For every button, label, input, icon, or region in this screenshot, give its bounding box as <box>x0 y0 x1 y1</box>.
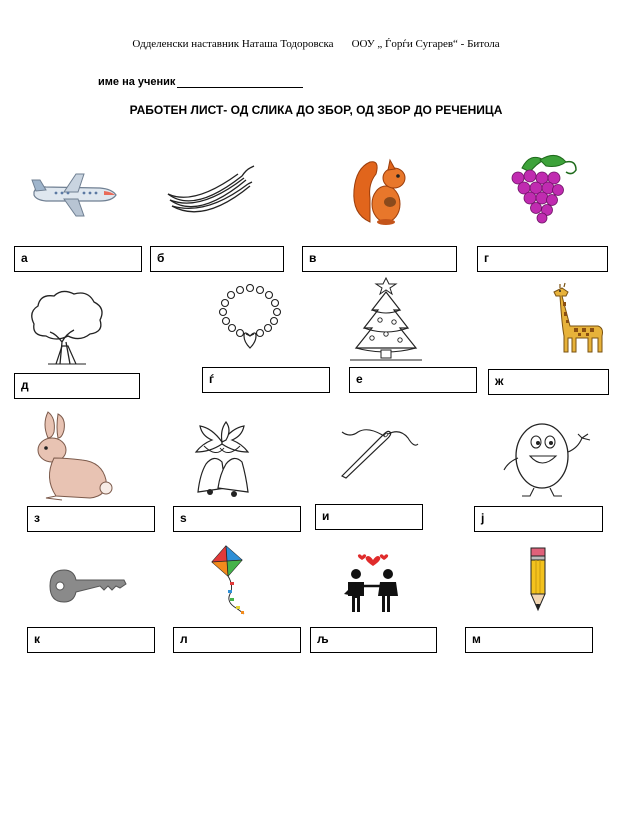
answer-letter: s <box>180 511 187 525</box>
pencil-icon <box>526 546 552 612</box>
love-couple-icon <box>338 548 408 614</box>
bells-icon <box>182 418 262 500</box>
answer-box-4[interactable] <box>477 246 608 272</box>
answer-box-12[interactable] <box>474 506 603 532</box>
squirrel-icon <box>350 154 412 226</box>
answer-box-6[interactable] <box>202 367 330 393</box>
answer-box-13[interactable] <box>27 627 155 653</box>
banana-icon <box>164 164 256 216</box>
necklace-icon <box>216 284 284 354</box>
worksheet-title: РАБОТЕН ЛИСТ- ОД СЛИКА ДО ЗБОР, ОД ЗБОР ДО РЕЧЕНИЦА <box>129 103 503 117</box>
answer-letter: е <box>356 372 363 386</box>
answer-box-9[interactable] <box>27 506 155 532</box>
teacher-name: Одделенски наставник Наташа Тодоровска <box>132 38 334 50</box>
student-name-field[interactable] <box>177 76 303 88</box>
answer-letter: м <box>472 632 481 646</box>
tree-icon <box>26 290 106 366</box>
answer-box-8[interactable] <box>488 369 609 395</box>
answer-letter: љ <box>317 632 329 646</box>
egg-icon <box>498 412 596 498</box>
answer-letter: б <box>157 251 165 265</box>
answer-box-3[interactable] <box>302 246 457 272</box>
school-name: ООУ „ Ѓорѓи Сугарев“ - Битола <box>351 38 500 50</box>
answer-letter: г <box>484 251 489 265</box>
student-name-row <box>98 76 303 88</box>
answer-box-10[interactable] <box>173 506 301 532</box>
answer-box-2[interactable] <box>150 246 284 272</box>
kite-icon <box>208 544 258 616</box>
answer-box-7[interactable] <box>349 367 477 393</box>
answer-letter: в <box>309 251 317 265</box>
giraffe-icon <box>548 282 610 354</box>
christmas-tree-icon <box>346 276 426 362</box>
answer-box-14[interactable] <box>173 627 301 653</box>
airplane-icon <box>26 170 118 218</box>
answer-letter: ж <box>495 374 504 388</box>
answer-letter: з <box>34 511 40 525</box>
rabbit-icon <box>26 408 114 502</box>
key-icon <box>46 566 128 606</box>
student-name-label: име на ученик <box>98 76 176 88</box>
answer-box-11[interactable] <box>315 504 423 530</box>
answer-box-5[interactable] <box>14 373 140 399</box>
answer-box-16[interactable] <box>465 627 593 653</box>
answer-letter: л <box>180 632 188 646</box>
answer-letter: ј <box>481 511 485 525</box>
answer-letter: ѓ <box>209 372 214 386</box>
answer-letter: и <box>322 509 330 523</box>
answer-letter: а <box>21 251 28 265</box>
answer-box-15[interactable] <box>310 627 437 653</box>
answer-box-1[interactable] <box>14 246 142 272</box>
answer-letter: к <box>34 632 41 646</box>
header <box>0 38 632 50</box>
answer-letter: д <box>21 378 29 392</box>
grapes-icon <box>500 150 580 224</box>
needle-icon <box>338 424 420 480</box>
